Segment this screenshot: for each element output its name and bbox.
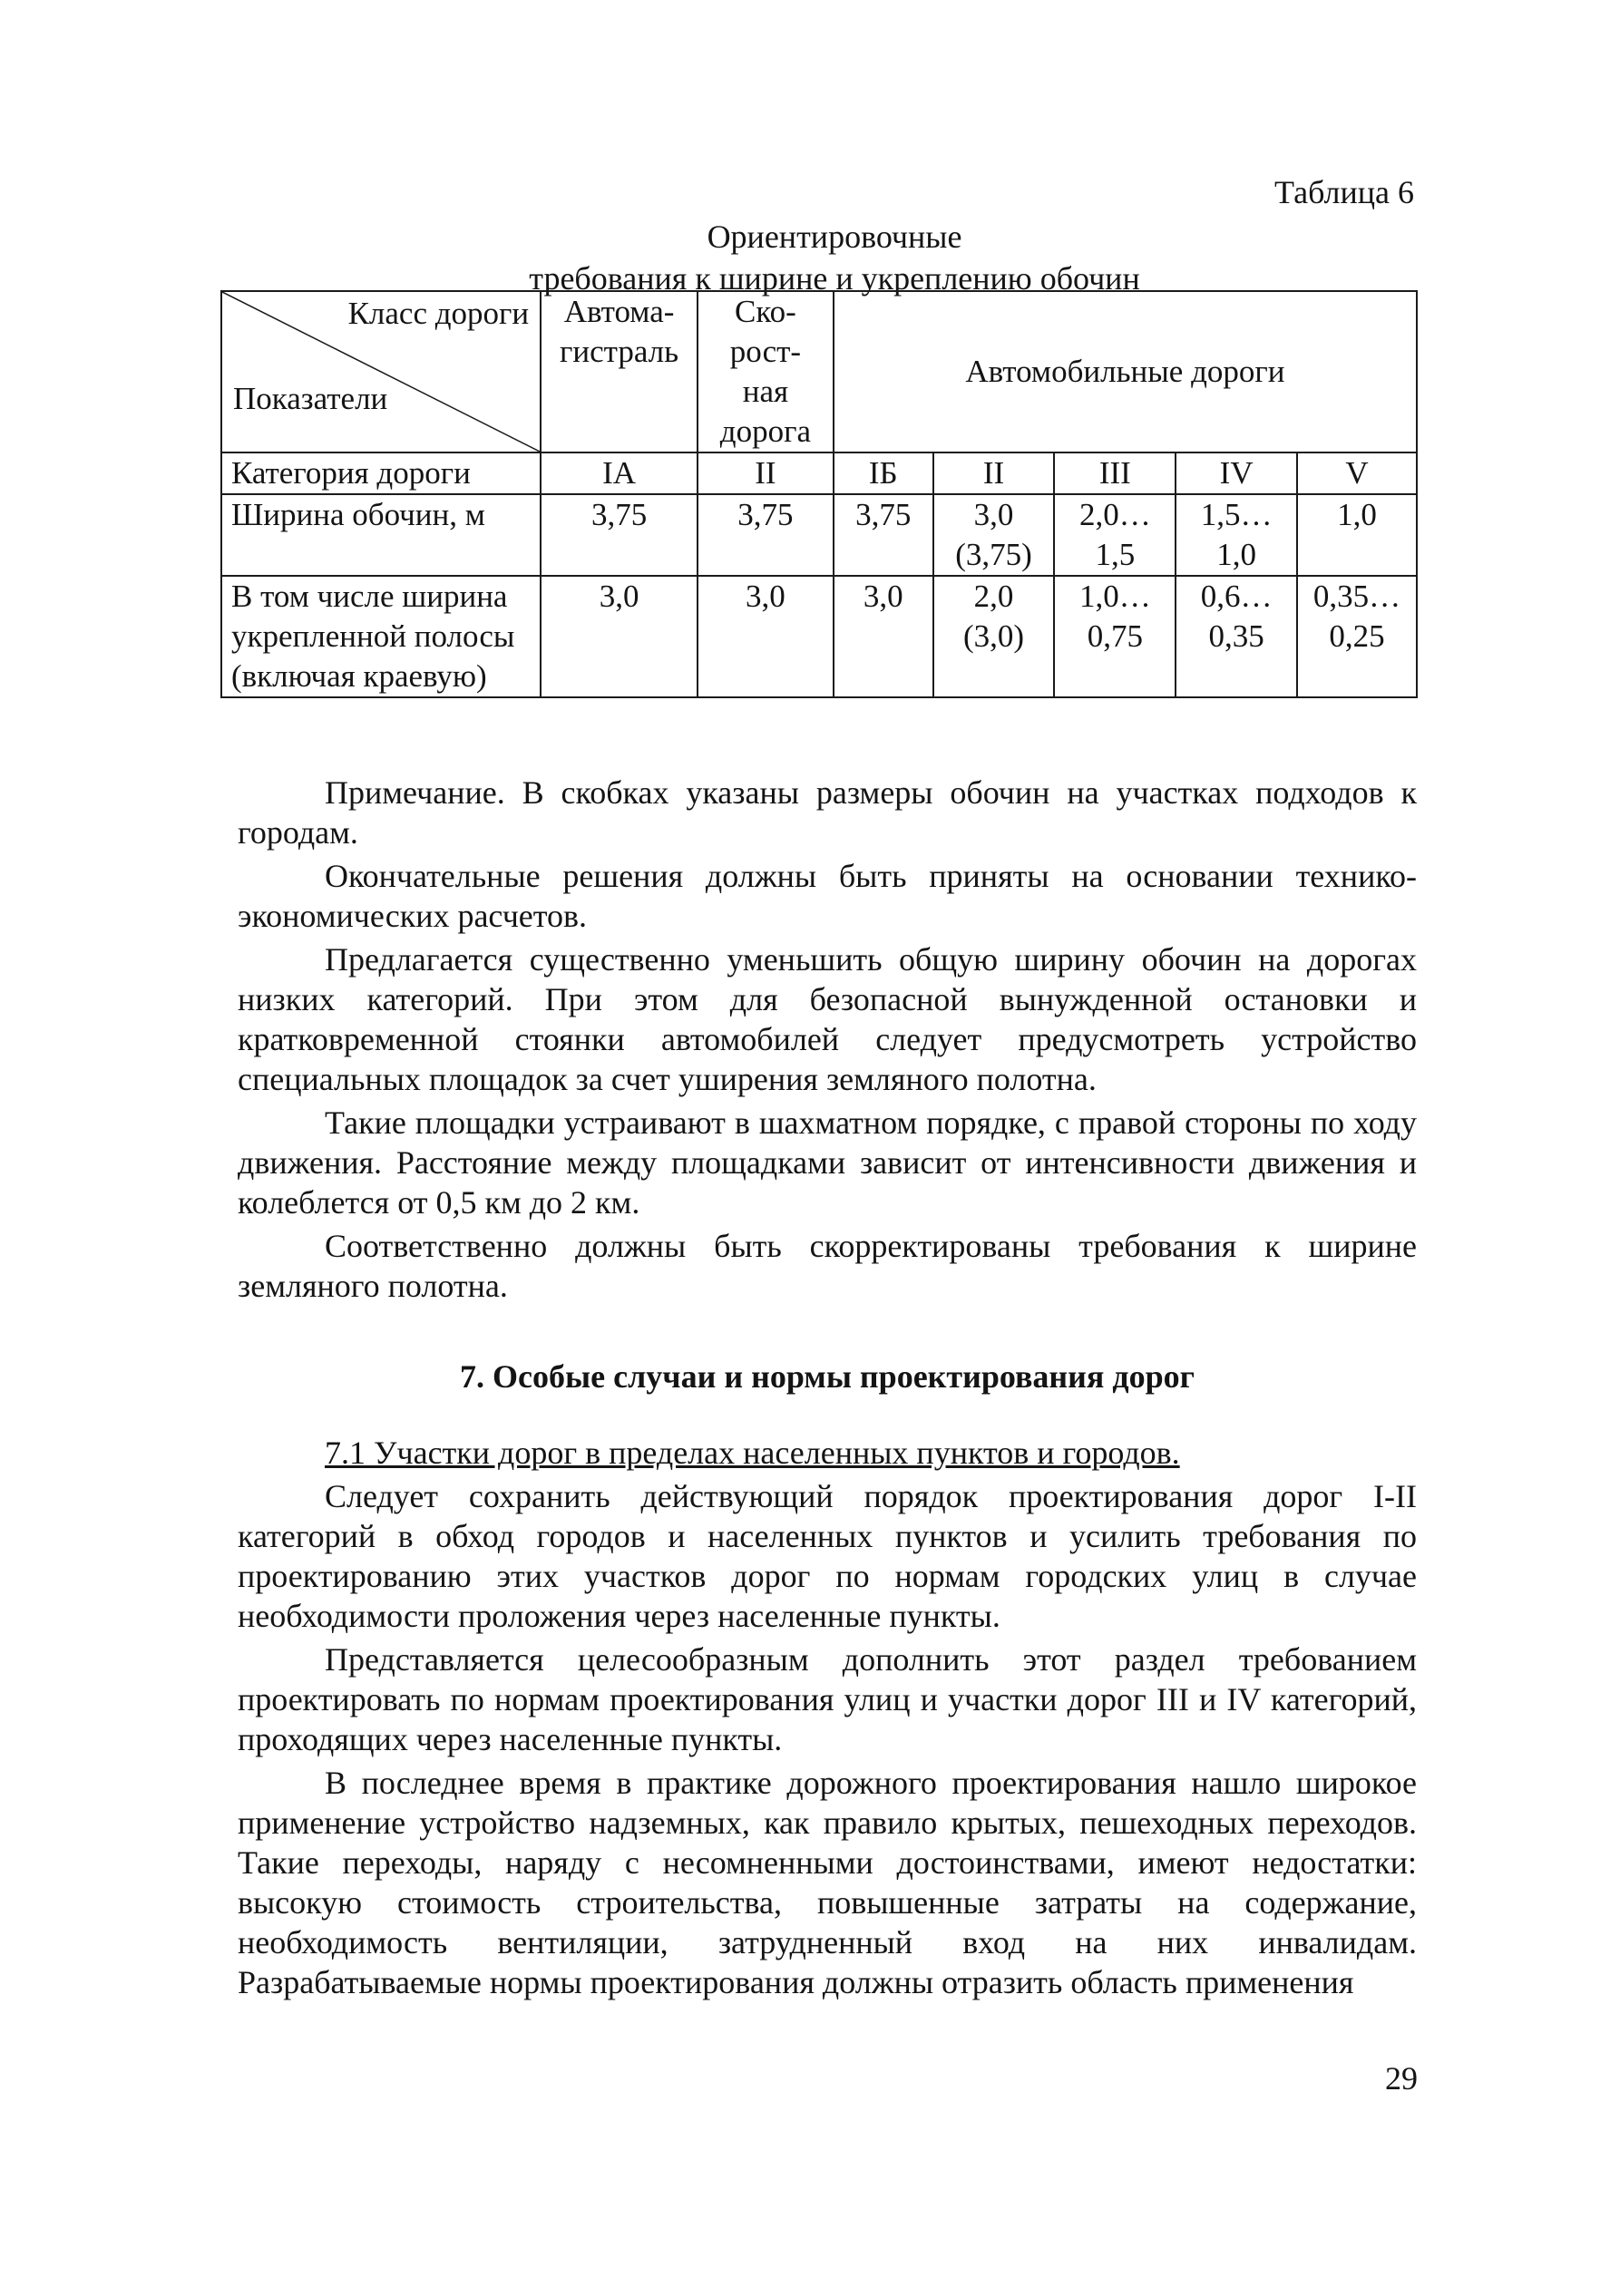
header-motorway: Автома-гистраль [541,291,698,452]
table-cell: 0,6… 0,35 [1176,576,1297,697]
table-cell: 1,5… 1,0 [1176,494,1297,576]
table-cell: 3,0 [541,576,698,697]
table-cell: 3,75 [698,494,834,576]
table-corner-cell [221,291,541,452]
row-label: Категория дороги [221,452,541,494]
paragraph: Окончательные решения должны быть приняты на основании технико-экономических расчетов. [238,858,1417,934]
table-cell: IБ [834,452,933,494]
table-cell: 3,0 (3,75) [933,494,1055,576]
table-cell: 3,75 [541,494,698,576]
table-cell: III [1054,452,1176,494]
paragraph: Предлагается существенно уменьшить общую ширину обочин на дорогах низких категорий. При этом для безопасной вынужденной остановки и кратковременной стоянки автомобилей следует предусмотреть устройство специальных площадок за счет уширения земляного полотна. [238,941,1417,1097]
table-cell: 1,0… 0,75 [1054,576,1176,697]
table-header-row [221,291,1417,452]
table-cell: IA [541,452,698,494]
table-note: Примечание. В скобках указаны размеры обочин на участках подходов к городам. [238,774,1417,851]
table-cell: 3,0 [834,576,933,697]
table-cell: V [1297,452,1417,494]
table-cell: II [933,452,1055,494]
page-number: 29 [1385,2060,1418,2097]
row-label: В том числе ширина укрепленной полосы (включая краевую) [221,576,541,697]
table-caption [218,216,1451,299]
paragraph: Представляется целесообразным дополнить этот раздел требованием проектировать по нормам проектирования улиц и участки дорог III и IV категорий, проходящих через населенные пункты. [238,1641,1417,1757]
requirements-table [220,290,1418,698]
section-heading: 7. Особые случаи и нормы проектирования дорог [460,1358,1195,1395]
table-row-category [221,452,1417,494]
subsection-heading: 7.1 Участки дорог в пределах населенных пунктов и городов. [325,1435,1180,1471]
table-cell: 3,0 [698,576,834,697]
table-row-reinforced-strip [221,576,1417,697]
table-row-shoulder-width [221,494,1417,576]
corner-label-road-class: Класс дороги [347,296,530,331]
table-number: Таблица 6 [1274,174,1414,210]
paragraph: В последнее время в практике дорожного проектирования нашло широкое применение устройство надземных, как правило крытых, пешеходных переходов. Такие переходы, наряду с несомненными достоинствами, имеют недостатки: высокую стоимость строительства, повышенные затраты на содержание, необходимость вентиляции, затрудненный вход на них инвалидам. Разрабатываемые нормы проектирования должны отразить область применения [238,1765,1417,2000]
table-cell: II [698,452,834,494]
table-cell: IV [1176,452,1297,494]
table-cell: 3,75 [834,494,933,576]
table-cell: 0,35… 0,25 [1297,576,1417,697]
row-label: Ширина обочин, м [221,494,541,576]
paragraph: Такие площадки устраивают в шахматном порядке, с правой стороны по ходу движения. Расстояние между площадками зависит от интенсивности движения и колеблется от 0,5 км до 2 км. [238,1104,1417,1221]
table-cell: 1,0 [1297,494,1417,576]
table-caption-line-2: требования к ширине и укреплению обочин [529,260,1140,297]
paragraph: Соответственно должны быть скорректированы требования к ширине земляного полотна. [238,1228,1417,1304]
header-expressway: Ско-рост-ная дорога [698,291,834,452]
table-caption-line-1: Ориентировочные [707,219,962,255]
header-roads: Автомобильные дороги [834,291,1417,452]
body-text [238,773,1417,2002]
paragraph: Следует сохранить действующий порядок проектирования дорог I-II категорий в обход городов и населенных пунктов и усилить требования по проектированию этих участков дорог по нормам городских улиц в случае необходимости проложения через населенные пункты. [238,1478,1417,1634]
corner-label-indicators: Показатели [233,381,388,416]
table-cell: 2,0 (3,0) [933,576,1055,697]
table-cell: 2,0… 1,5 [1054,494,1176,576]
